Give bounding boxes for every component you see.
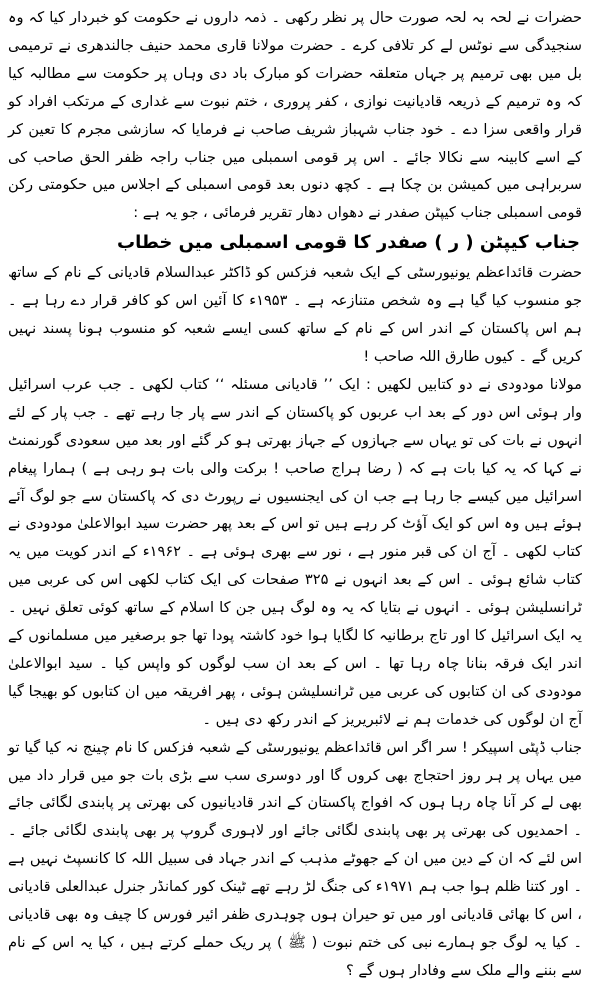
body-paragraph-3: جناب ڈپٹی اسپیکر ! سر اگر اس قائداعظم یونیورسٹی کے شعبہ فزکس کا نام چینج نہ کیا گیا تو میں یہاں پر ہر روز احتجاج بھی کروں گا اور دوسری سب سے بڑی بات جو میں قرار داد میں بھی لے کر آنا چاہ رہا ہوں کہ افواج پاکستان کے اندر قادیانیوں کی بھرتی پر پابندی لگائی جائے ۔ احمدیوں کی بھرتی پر بھی پابندی لگائی جائے اور لاہوری گروپ پر بھی پابندی لگائی جائے ۔ اس لئے کہ ان کے دین میں ان کے جھوٹے مذہب کے اندر جہاد فی سبیل اللہ کا کانسپٹ نہیں ہے ۔ اور کتنا ظلم ہوا جب ہم ۱۹۷۱ء کی جنگ لڑ رہے تھے ٹینک کور کمانڈر جنرل عبدالعلی قادیانی ، اس کا بھائی قادیانی اور میں تو حیران ہوں چوہدری ظفر ائیر فورس کا چیف وہ بھی قادیانی ۔ کیا یہ لوگ جو ہمارے نبی کی ختم نبوت ( ﷺ ) پر ریک حملے کرتے ہیں ، کیا یہ اس کے نام سے بننے والے ملک سے وفادار ہوں گے ؟ (8, 738, 583, 979)
intro-paragraph: حضرات نے لحہ بہ لحہ صورت حال پر نظر رکھی ۔ ذمہ داروں نے حکومت کو خبردار کیا کہ وہ سنجیدگی سے نوٹس لے کر تلافی کرے ۔ حضرت مولانا قاری محمد حنیف جالندھری نے ترمیمی بل میں بھی ترمیم پر جہاں متعلقہ حضرات کو مبارک باد دی وہاں پر حکومت سے مطالبہ کیا کہ وہ ترمیم کے ذریعہ قادیانیت نوازی ، کفر پروری ، ختم نبوت سے غداری کے مرتکب افراد کو قرار واقعی سزا دے ۔ خود جناب شہباز شریف صاحب نے فرمایا کہ سازشی مجرم کا تعین کر کے اسے کابینہ سے نکالا جائے ۔ اس پر قومی اسمبلی میں جناب راجہ ظفر الحق صاحب کی سربراہی میں کمیشن بن چکا ہے ۔ کچھ دنوں بعد قومی اسمبلی کے اجلاس میں حکومتی رکن قومی اسمبلی جناب کیپٹن صفدر نے دھواں دھار تقریر فرمائی ، جو یہ ہے : (8, 9, 582, 222)
body-paragraph-2: مولانا مودودی نے دو کتابیں لکھیں : ایک ’’ قادیانی مسئلہ ‘‘ کتاب لکھی ۔ جب عرب اسرائیل وار ہوئی اس دور کے بعد اب عربوں کو پاکستان کے اندر سے پار جا رہے تھے ۔ جب پار کے لئے انہوں نے بات کی تو یہاں سے جہازوں کے جہاز بھرتی ہو کر گئے اور بعد میں سعودی گورنمنٹ نے کہا کہ یہ کیا بات ہے کہ ( رضا ہراج صاحب ! برکت والی بات ہو رہی ہے ) ہمارا پیغام اسرائیل میں کیسے جا رہا ہے جب ان کی ایجنسیوں نے رپورٹ دی کہ پاکستان سے جو لوگ آئے ہوئے ہیں وہ اس کو ایک آؤٹ کر رہے ہیں تو اس کے بعد پھر حضرت سید ابوالاعلیٰ مودودی نے کتاب لکھی ۔ آج ان کی قبر منور ہے ، نور سے بھری ہوئی ہے ۔ ۱۹۶۲ء کے اندر کویت میں یہ کتاب شائع ہوئی ۔ اس کے بعد انہوں نے ۳۲۵ صفحات کی ایک کتاب لکھی اس کی عربی میں ٹرانسلیشن ہوئی ۔ انہوں نے بتایا کہ یہ وہ لوگ ہیں جن کا اسلام کے ساتھ کوئی تعلق نہیں ۔ یہ ایک اسرائیل کا اور تاج برطانیہ کا لگایا ہوا خود کاشتہ پودا تھا جو برصغیر میں مسلمانوں کے اندر ایک فرقہ بنانا چاہ رہا تھا ۔ اس کے بعد ان سب لوگوں کو واپس کیا ۔ سید ابوالاعلیٰ مودودی کی ان کتابوں کی عربی میں ٹرانسلیشن ہوئی ، پھر افریقہ میں ان کتابوں کو بھیجا گیا آج ان لوگوں کی خدمات ہم نے لائبریریز کے اندر رکھ دی ہیں ۔ (8, 375, 583, 728)
section-heading: جناب کیپٹن ( ر ) صفدر کا قومی اسمبلی میں خطاب (116, 232, 580, 254)
body-paragraph-1: حضرت قائداعظم یونیورسٹی کے ایک شعبہ فزکس کو ڈاکٹر عبدالسلام قادیانی کے نام کے ساتھ جو منسوب کیا گیا ہے وہ شخص متنازعہ ہے ۔ ۱۹۵۳ء کا آئین اس کو کافر قرار دے رہا ہے ۔ ہم اس پاکستان کے اندر اس کے نام کے ساتھ کسی ایسے شعبہ کو منسوب ہونا پسند نہیں کریں گے ۔ کیوں طارق اللہ صاحب ! (8, 264, 582, 365)
